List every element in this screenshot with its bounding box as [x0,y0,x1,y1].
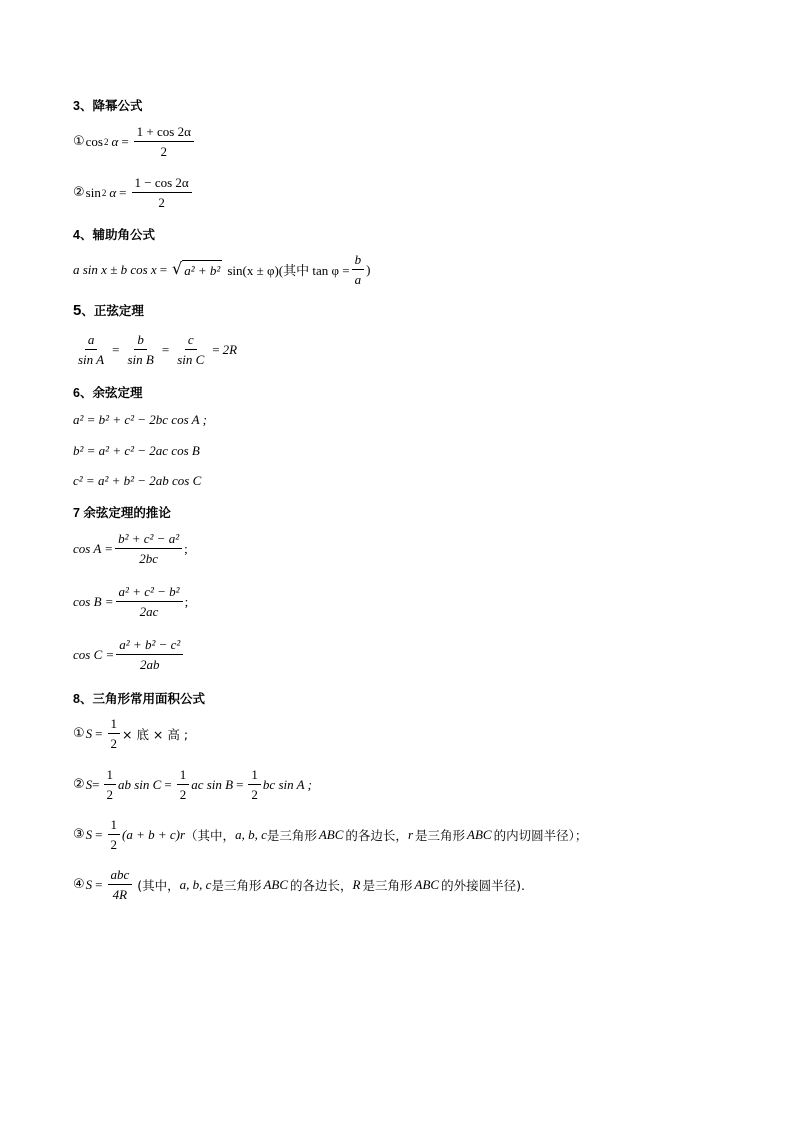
formula-sin-squared: ② sin 2 α = $\frac{1 - \cos 2\alpha}{2}$ [73,174,194,211]
semicolon: ; [184,593,189,609]
heading-number: 5 [73,302,82,319]
numerator: c [185,331,197,350]
fraction-half: $\frac{1}{2}$ [104,766,117,803]
perimeter-times-r: (a + b + c)r [122,826,186,842]
law-of-cosines-b: b² = a² + c² − 2ac cos B [73,443,200,458]
fraction-abc-4R: $\frac{\text{abc}}{4R}$ [108,866,133,903]
bc-sinA: bc sin A ; [262,776,312,792]
S-symbol: S [85,776,93,792]
denominator: a [354,272,362,287]
triangle-ABC: ABC [414,876,440,892]
cosA-lhs: cos A = [73,540,114,556]
two-R: 2R [222,341,238,357]
numerator: b² + c² − a² [115,530,182,549]
alpha-symbol: α [109,184,117,200]
law-of-cosines-c: c² = a² + b² − 2ab cos C [73,473,202,488]
circled-number-2: ② [73,185,85,200]
denominator: 2ac [139,604,159,619]
S-symbol: S [85,826,93,842]
fraction-half: $\frac{1}{2}$ [248,766,261,803]
S-symbol: S [85,876,93,892]
square-root: √ a² + b² [172,259,221,278]
numerator: a [85,331,98,350]
numerator: a² + b² − c² [116,636,183,655]
auxiliary-lhs: a sin x ± b cos x [73,261,157,277]
fraction-a-sinA [75,331,107,368]
triangle-ABC: ABC [263,876,289,892]
heading-text: 、正弦定理 [81,304,144,318]
cosC-lhs: cos C = [73,646,115,662]
fraction-cosB [116,583,183,620]
circled-number-2: ② [73,777,85,792]
ab-sinC: ab sin C [118,776,162,792]
sides-abc: a, b, c [179,876,212,892]
numerator: 1 + cos 2α [134,123,194,142]
circled-number-4: ④ [73,877,85,892]
numerator: a² + c² − b² [116,583,183,602]
fraction-half: $\frac{1}{2}$ [177,766,190,803]
formula-law-of-sines: $\frac{a}{\text{sin A}}$ = $\frac{b}{\text{sin B}}$ = $\frac{c}{\text{sin C}}$ = 2R [73,331,237,368]
denominator: sin C [177,352,205,367]
denominator: 2 [160,144,168,159]
area-formula-2: ② S = $\frac{1}{2}$ ab sin C = $\frac{1}{2}$ ac sin B = $\frac{1}{2}$ bc sin A ; [73,767,312,802]
numerator: b [352,251,365,270]
heading-section-5 [73,301,144,319]
circled-number-3: ③ [73,827,85,842]
denominator: 2bc [139,551,158,566]
sin-label: sin [85,184,101,200]
area-formula-3: ③ S = $\frac{1}{2}$ (a + b + c)r （其中， a, b, c 是三角形 ABC 的各边长， r 是三角形 ABC 的内切圆半径）； [73,817,588,852]
heading-section-7: 7 余弦定理的推论 [73,506,171,520]
numerator: 1 − cos 2α [132,174,192,193]
close-paren: ) [366,261,371,277]
cos-label: cos [85,133,103,149]
area-formula-4: ④ S = $\frac{\text{abc}}{4R}$ (其中， a, b, c 是三角形 ABC 的各边长， R 是三角形 ABC 的外接圆半径). [73,867,525,902]
semicolon: ; [184,540,188,556]
heading-section-3: 3、降幂公式 [73,99,143,113]
denominator: sin B [127,352,154,367]
fraction-cosC [116,636,183,673]
circled-number-1: ① [73,726,85,741]
circumradius-R: R [352,876,361,892]
triangle-ABC: ABC [318,826,344,842]
law-of-cosines-a: a² = b² + c² − 2bc cos A ; [73,412,207,427]
fraction-cos-squared [134,123,194,160]
denominator: sin A [78,352,105,367]
triangle-ABC: ABC [467,826,492,842]
sqrt-radicand: a² + b² [182,260,222,279]
fraction-b-sinB [124,331,156,368]
alpha-symbol: α [111,133,119,149]
numerator: b [134,331,147,350]
cosB-lhs: cos B = [73,593,114,609]
fraction-cosA [115,530,182,567]
fraction-tan-phi [352,251,365,288]
sides-abc: a, b, c [235,826,267,842]
formula-cos-squared: ① cos 2 α = $\frac{1 + \cos 2\alpha}{2}$ [73,123,196,160]
circled-number-1: ① [73,134,85,149]
heading-section-4: 4、辅助角公式 [73,228,155,242]
formula-cosC [73,636,185,673]
ac-sinB: ac sin B [191,776,234,792]
denominator: 2 [158,195,165,210]
inradius-r: r [407,826,413,842]
base-times-height: × 底 × 高 ; [122,726,189,742]
formula-cosB [73,583,188,620]
heading-section-6: 6、余弦定理 [73,386,143,400]
fraction-half: $\frac{1}{2}$ [108,816,121,853]
denominator: 2ab [140,657,160,672]
formula-auxiliary-angle: a sin x ± b cos x = √ a² + b² sin(x ± φ)(其中 tan φ = $\frac{b}{a}$ ) [73,252,371,287]
formula-cosA [73,530,188,567]
fraction-c-sinC [174,331,207,368]
S-symbol: S [85,725,93,741]
fraction-half: $\frac{1}{2}$ [108,715,121,752]
auxiliary-rhs: sin(x ± φ)(其中 tan φ = [227,263,350,278]
area-formula-1: ① S = $\frac{1}{2}$ × 底 × 高 ; [73,716,189,751]
fraction-sin-squared [132,174,192,211]
heading-section-8: 8、三角形常用面积公式 [73,692,205,706]
